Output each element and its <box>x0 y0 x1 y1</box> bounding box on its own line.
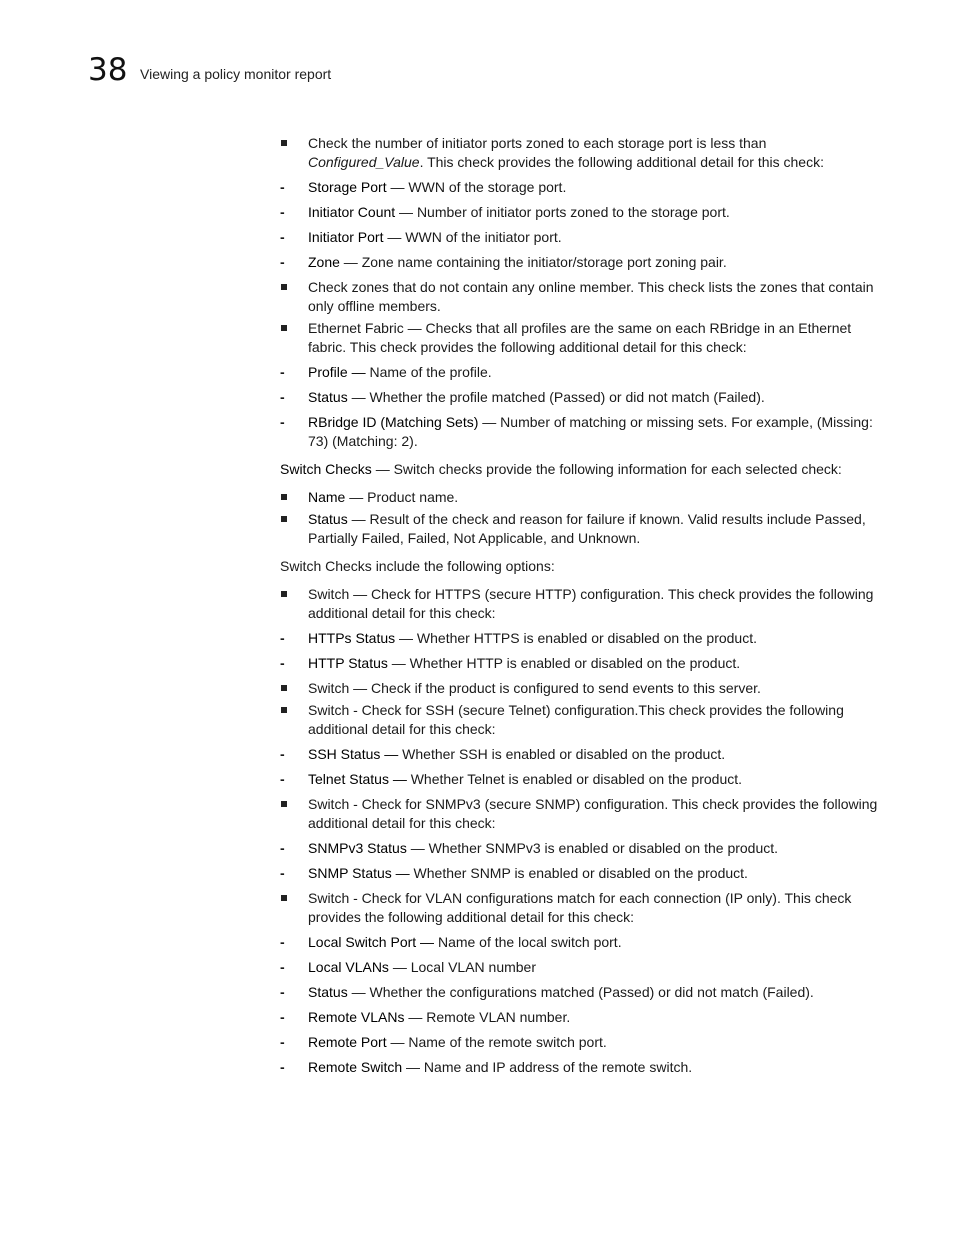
sub-term: Initiator Count <box>308 204 396 220</box>
sub-item <box>280 388 880 407</box>
item-text: — Result of the check and reason for failure if known. Valid results include Passed, Partially Failed, Failed, Not Applicable, and Unknown. <box>308 511 866 546</box>
dash-bullet-icon: - <box>280 1059 285 1075</box>
dash-bullet-icon: - <box>280 959 285 975</box>
sub-item <box>280 363 880 382</box>
para-text: — Switch checks provide the following information for each selected check: <box>371 461 842 477</box>
item-text: Switch - Check for VLAN configurations match for each connection (IP only). This check provides the following additional detail for this check: <box>308 890 852 925</box>
list-item <box>280 278 880 316</box>
square-bullet-icon <box>281 591 287 597</box>
sub-item <box>280 178 880 197</box>
dash-bullet-icon: - <box>280 414 285 430</box>
sub-term: Initiator Port <box>308 229 384 245</box>
sub-desc: — Whether HTTPS is enabled or disabled on the product. <box>395 630 757 646</box>
sub-desc: — Whether the configurations matched (Passed) or did not match (Failed). <box>347 984 814 1000</box>
dash-bullet-icon: - <box>280 771 285 787</box>
list-item <box>280 510 880 548</box>
sub-desc: — Number of initiator ports zoned to the storage port. <box>395 204 730 220</box>
sub-item <box>280 745 880 764</box>
sub-term: Remote Switch <box>308 1059 403 1075</box>
item-text: — Product name. <box>345 489 459 505</box>
dash-bullet-icon: - <box>280 389 285 405</box>
sub-item <box>280 413 880 451</box>
chapter-title: Viewing a policy monitor report <box>140 66 332 82</box>
dash-bullet-icon: - <box>280 179 285 195</box>
sub-desc: — Name and IP address of the remote switch. <box>402 1059 693 1075</box>
sub-item <box>280 629 880 648</box>
square-bullet-icon <box>281 801 287 807</box>
paragraph <box>280 460 880 479</box>
square-bullet-icon <box>281 140 287 146</box>
sub-desc: Whether SSH is enabled or disabled on the product. <box>398 746 726 762</box>
dash-bullet-icon: - <box>280 934 285 950</box>
item-text: Switch - Check for SSH (secure Telnet) configuration.This check provides the following additional detail for this check: <box>308 702 844 737</box>
sub-term: Telnet Status — <box>308 771 407 787</box>
list-item <box>280 585 880 623</box>
sub-term: SSH Status — <box>308 746 399 762</box>
sub-term: Remote VLANs <box>308 1009 405 1025</box>
sub-term: Profile — <box>308 364 366 380</box>
item-emphasis: Configured_Value <box>308 154 420 170</box>
dash-bullet-icon: - <box>280 1034 285 1050</box>
list-item <box>280 889 880 927</box>
document-body <box>280 134 880 1083</box>
dash-bullet-icon: - <box>280 865 285 881</box>
sub-desc: Whether Telnet is enabled or disabled on the product. <box>406 771 743 787</box>
square-bullet-icon <box>281 685 287 691</box>
square-bullet-icon <box>281 284 287 290</box>
sub-desc: — Whether the profile matched (Passed) or did not match (Failed). <box>347 389 765 405</box>
dash-bullet-icon: - <box>280 204 285 220</box>
sub-desc: — Name of the remote switch port. <box>386 1034 607 1050</box>
sub-desc: — WWN of the storage port. <box>386 179 567 195</box>
square-bullet-icon <box>281 494 287 500</box>
list-item <box>280 679 880 698</box>
sub-term: Local Switch Port — <box>308 934 435 950</box>
dash-bullet-icon: - <box>280 630 285 646</box>
sub-desc: — Whether SNMPv3 is enabled or disabled on the product. <box>406 840 779 856</box>
list-item <box>280 795 880 833</box>
sub-item <box>280 253 880 272</box>
item-text: Switch - Check for SNMPv3 (secure SNMP) configuration. This check provides the following additional detail for this check: <box>308 796 878 831</box>
sub-term: HTTP Status <box>308 655 388 671</box>
chapter-number: 38 <box>88 52 128 88</box>
sub-term: Storage Port <box>308 179 387 195</box>
sub-desc: Name of the local switch port. <box>434 934 622 950</box>
sub-desc: — WWN of the initiator port. <box>383 229 562 245</box>
dash-bullet-icon: - <box>280 229 285 245</box>
dash-bullet-icon: - <box>280 254 285 270</box>
sub-item <box>280 864 880 883</box>
sub-item <box>280 1008 880 1027</box>
sub-term: SNMPv3 Status <box>308 840 407 856</box>
sub-item <box>280 654 880 673</box>
sub-desc: Name of the profile. <box>365 364 492 380</box>
sub-term: Zone <box>308 254 340 270</box>
sub-desc: — Local VLAN number <box>388 959 537 975</box>
list-item <box>280 701 880 739</box>
sub-term: SNMP Status — <box>308 865 410 881</box>
sub-item <box>280 958 880 977</box>
list-item <box>280 488 880 507</box>
dash-bullet-icon: - <box>280 655 285 671</box>
sub-item <box>280 1058 880 1077</box>
sub-item <box>280 228 880 247</box>
item-text: Check the number of initiator ports zoned to each storage port is less than <box>308 135 767 151</box>
item-text: Ethernet Fabric — Checks that all profiles are the same on each RBridge in an Ethernet fabric. This check provides the following additional detail for this check: <box>308 320 852 355</box>
dash-bullet-icon: - <box>280 746 285 762</box>
square-bullet-icon <box>281 895 287 901</box>
square-bullet-icon <box>281 516 287 522</box>
sub-term: Status <box>308 984 348 1000</box>
square-bullet-icon <box>281 707 287 713</box>
para-term: Switch Checks <box>280 461 372 477</box>
dash-bullet-icon: - <box>280 984 285 1000</box>
sub-item <box>280 203 880 222</box>
sub-desc: — Zone name containing the initiator/storage port zoning pair. <box>339 254 727 270</box>
item-text: Check zones that do not contain any online member. This check lists the zones that contain only offline members. <box>308 279 874 314</box>
sub-desc: — Number of matching or missing sets. For example, (Missing: 73) (Matching: 2). <box>308 414 873 449</box>
sub-term: Remote Port <box>308 1034 387 1050</box>
paragraph: Switch Checks include the following options: <box>280 558 555 574</box>
dash-bullet-icon: - <box>280 840 285 856</box>
dash-bullet-icon: - <box>280 364 285 380</box>
sub-term: RBridge ID (Matching Sets) <box>308 414 479 430</box>
item-text: Switch — Check if the product is configured to send events to this server. <box>308 680 761 696</box>
sub-desc: — Remote VLAN number. <box>404 1009 571 1025</box>
sub-item <box>280 933 880 952</box>
sub-term: Status <box>308 389 348 405</box>
item-text: Switch — Check for HTTPS (secure HTTP) configuration. This check provides the following additional detail for this check: <box>308 586 874 621</box>
item-text: . This check provides the following additional detail for this check: <box>419 154 824 170</box>
sub-item <box>280 983 880 1002</box>
sub-item <box>280 1033 880 1052</box>
dash-bullet-icon: - <box>280 1009 285 1025</box>
list-item <box>280 134 880 172</box>
sub-term: HTTPs Status <box>308 630 396 646</box>
sub-item <box>280 839 880 858</box>
sub-item <box>280 770 880 789</box>
item-term: Name <box>308 489 346 505</box>
sub-desc: Whether SNMP is enabled or disabled on the product. <box>409 865 748 881</box>
square-bullet-icon <box>281 325 287 331</box>
item-term: Status <box>308 511 348 527</box>
list-item <box>280 319 880 357</box>
sub-desc: — Whether HTTP is enabled or disabled on the product. <box>387 655 741 671</box>
sub-term: Local VLANs <box>308 959 389 975</box>
